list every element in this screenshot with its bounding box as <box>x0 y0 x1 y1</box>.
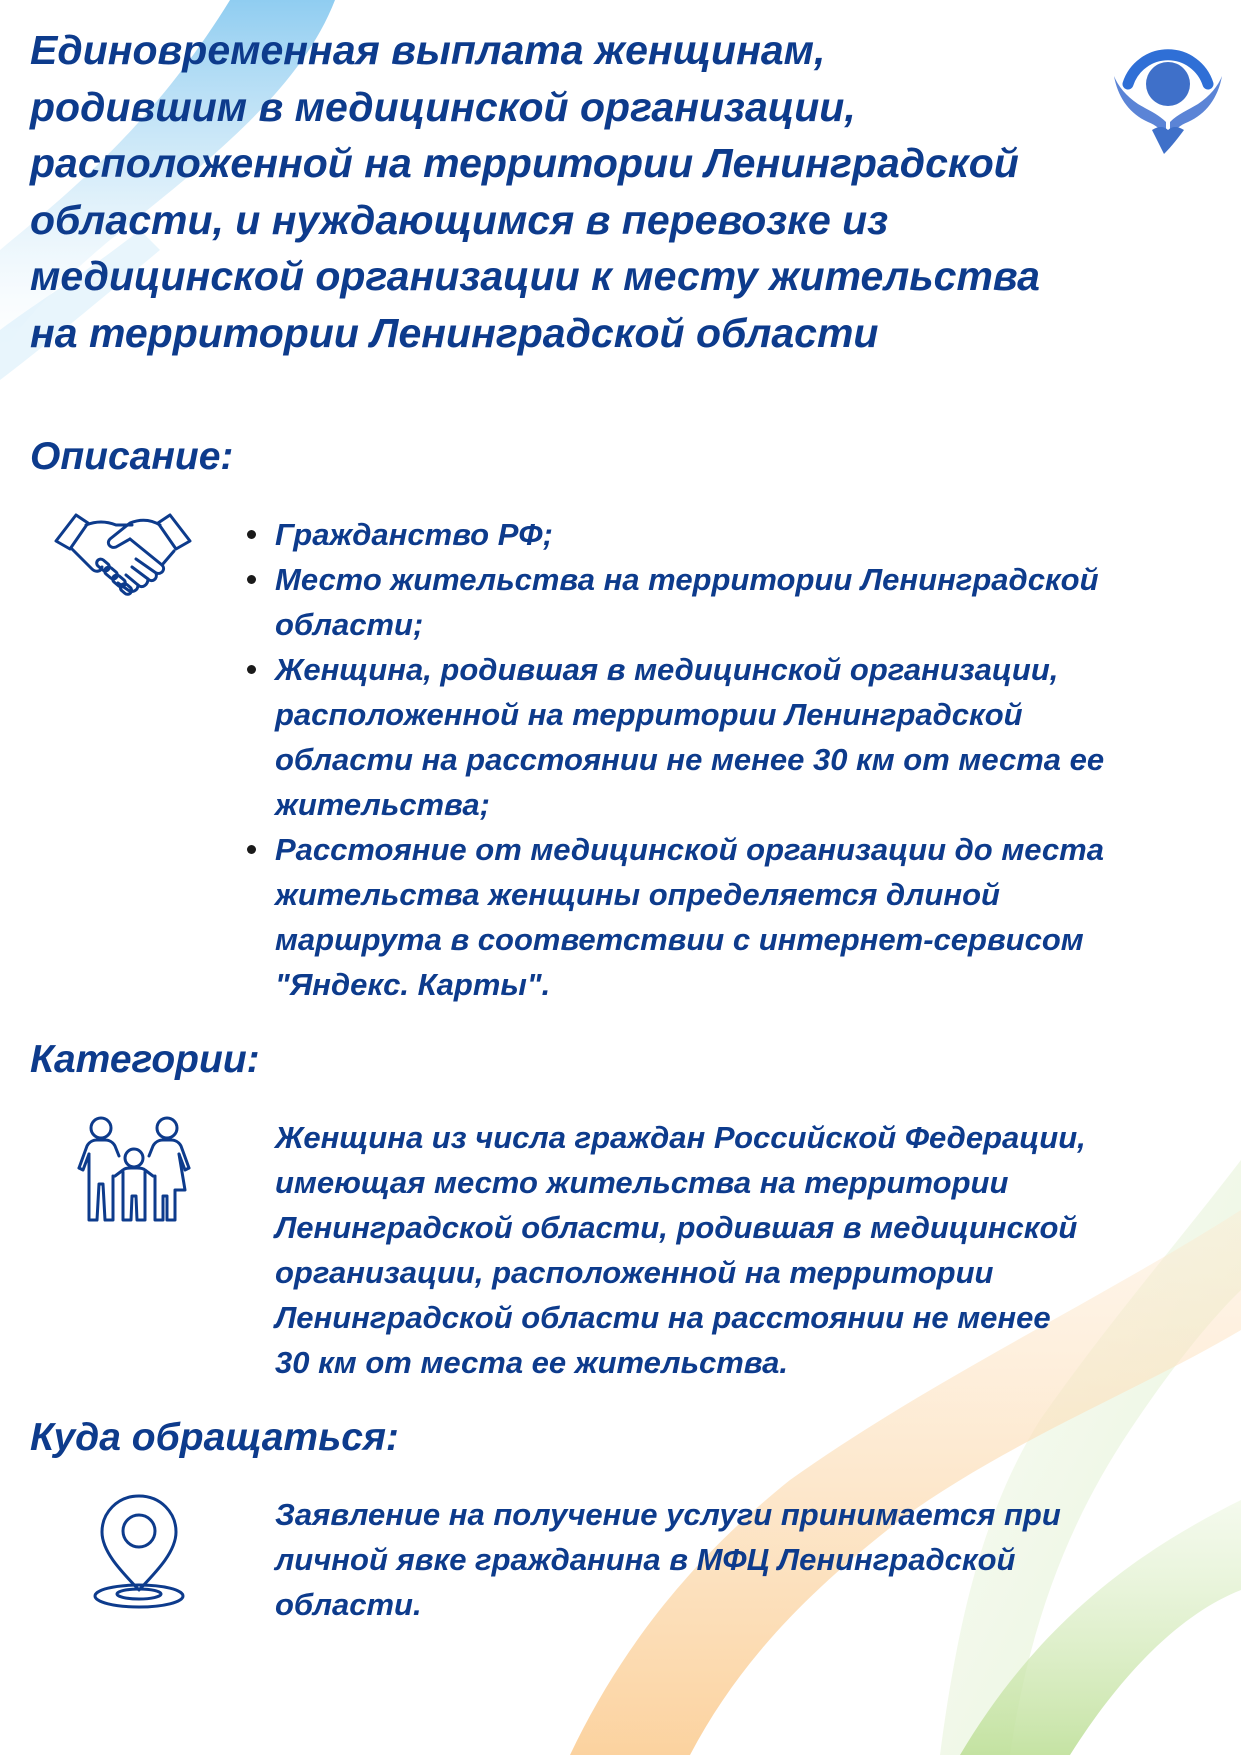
categories-text: Женщина из числа граждан Российской Федерации, имеющая место жительства на территории Ленинградской области, родившая в медицинской организации, расположенной на территории Ленинградской области на расстоянии не менее 30 км от места ее жительства. <box>275 1120 1086 1380</box>
logo <box>1108 26 1228 158</box>
section-heading-where: Куда обращаться: <box>30 1416 399 1459</box>
list-item: Место жительства на территории Ленинградской области; <box>275 557 1215 647</box>
title-line: области, и нуждающимся в перевозке из <box>30 196 889 243</box>
title-line: Единовременная выплата женщинам, <box>30 27 826 73</box>
handshake-icon <box>52 505 194 605</box>
list-item: Расстояние от медицинской организации до места жительства женщины определяется длиной маршрута в соответствии с интернет-сервисом "Яндекс. Карты". <box>275 827 1215 1007</box>
page-title <box>30 22 1110 361</box>
location-pin-icon <box>90 1492 188 1610</box>
list-item: Гражданство РФ; <box>275 512 1215 557</box>
family-icon <box>75 1116 193 1224</box>
title-line: медицинской организации к месту жительства <box>30 253 1040 299</box>
section-heading-description: Описание: <box>30 435 234 478</box>
description-list <box>275 512 1215 1007</box>
logo-icon <box>1108 26 1228 158</box>
where-text: Заявление на получение услуги принимается при личной явке гражданина в МФЦ Ленинградской области. <box>275 1497 1061 1622</box>
title-line: на территории Ленинградской области <box>30 309 879 356</box>
title-line: расположенной на территории Ленинградской <box>30 140 1019 186</box>
title-line: родившим в медицинской организации, <box>30 83 856 130</box>
section-heading-categories: Категории: <box>30 1038 260 1081</box>
list-item: Женщина, родившая в медицинской организации, расположенной на территории Ленинградской области на расстоянии не менее 30 км от места ее жительства; <box>275 647 1215 827</box>
